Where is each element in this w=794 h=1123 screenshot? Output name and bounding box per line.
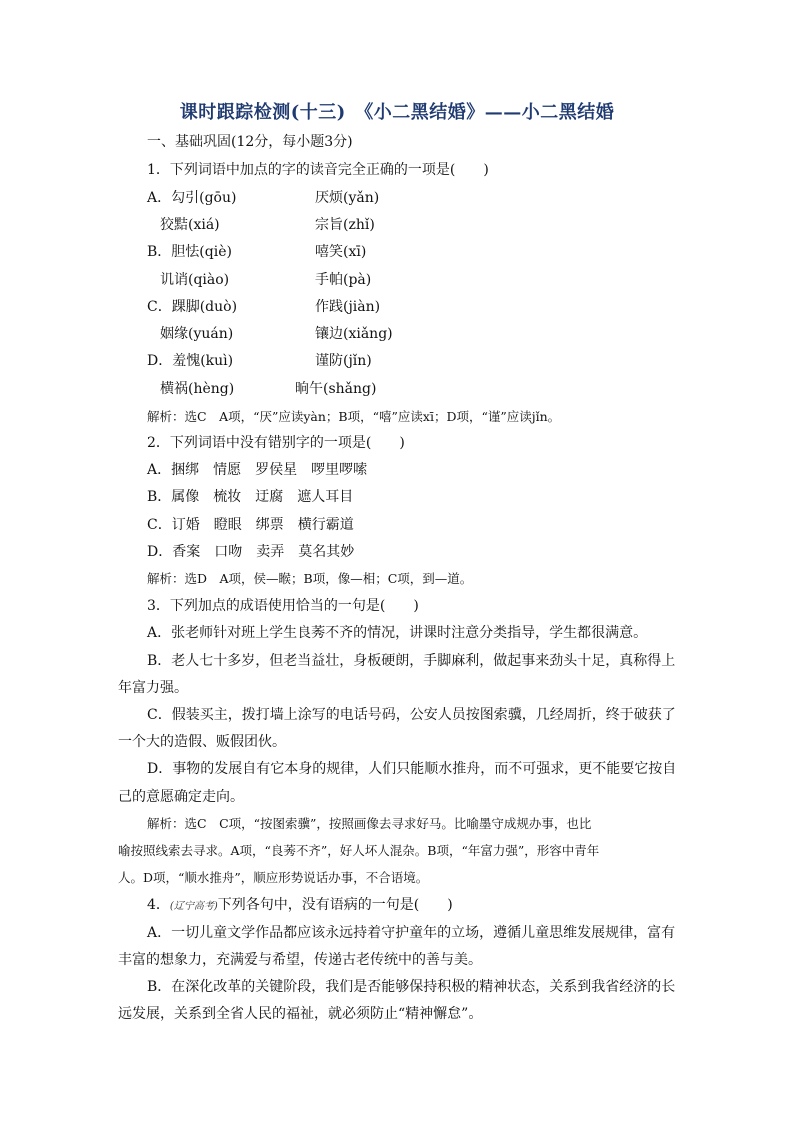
q3-answer-line2: 喻按照线索去寻求。A项，“良莠不齐”，好人坏人混杂。B项，“年富力强”，形容中青年 bbox=[118, 843, 600, 858]
q3-option-b-line2: 年富力强。 bbox=[118, 680, 188, 696]
q3-stem: 3．下列加点的成语使用恰当的一句是( ) bbox=[147, 598, 419, 614]
q2-option-b: B．属像 梳妆 迂腐 遮人耳目 bbox=[147, 489, 354, 505]
q1-opt-c-right-2: 镶边(xiǎng) bbox=[315, 326, 393, 342]
q1-answer: 解析：选C A项，“厌”应读yàn；B项，“嘻”应读xī；D项，“谨”应读jǐn。 bbox=[147, 409, 561, 424]
q4-option-a-line2: 丰富的想象力，充满爱与希望，传递古老传统中的善与美。 bbox=[118, 952, 482, 968]
q2-option-c: C．订婚 瞪眼 绑票 横行霸道 bbox=[147, 517, 354, 533]
q1-stem: 1．下列词语中加点的字的读音完全正确的一项是( ) bbox=[147, 162, 489, 178]
q1-opt-d-left: D．羞愧(kuì) bbox=[147, 353, 234, 369]
q2-option-d: D．香案 口吻 卖弄 莫名其妙 bbox=[147, 544, 355, 560]
q3-option-b-line1: B．老人七十多岁，但老当益壮，身板硬朗，手脚麻利，做起事来劲头十足，真称得上 bbox=[147, 653, 676, 669]
q1-opt-a-left: A．勾引(gōu) bbox=[147, 190, 237, 206]
q3-answer-line3: 人。D项，“顺水推舟”，顺应形势说话办事，不合语境。 bbox=[118, 870, 429, 885]
q3-option-d-line1: D．事物的发展自有它本身的规律，人们只能顺水推舟，而不可强求，更不能要它按自 bbox=[147, 761, 677, 777]
q2-option-a: A．捆绑 情愿 罗侯星 啰里啰嗦 bbox=[147, 462, 368, 478]
q4-option-a-line1: A．一切儿童文学作品都应该永远持着守护童年的立场，遵循儿童思维发展规律，富有 bbox=[147, 925, 676, 941]
q1-opt-a-right-2: 宗旨(zhǐ) bbox=[315, 217, 375, 233]
q4-stem: 下列各句中，没有语病的一句是( ) bbox=[217, 897, 453, 913]
q4-option-b-line2: 远发展，关系到全省人民的福祉，就必须防止“精神懈怠”。 bbox=[118, 1006, 483, 1022]
q1-opt-b-left-2: 讥诮(qiào) bbox=[160, 272, 230, 288]
q2-stem: 2．下列词语中没有错别字的一项是( ) bbox=[147, 435, 405, 451]
q4-source-tag: (辽宁高考) bbox=[169, 901, 218, 912]
page-title: 课时跟踪检测(十三) 《小二黑结婚》——小二黑结婚 bbox=[179, 102, 615, 123]
q1-opt-c-left-2: 姻缘(yuán) bbox=[160, 326, 234, 342]
q4-stem-line bbox=[147, 896, 453, 916]
q1-opt-c-left: C．踝脚(duò) bbox=[147, 299, 238, 315]
q3-option-c-line2: 一个大的造假、贩假团伙。 bbox=[118, 734, 286, 750]
q3-option-d-line2: 己的意愿确定走向。 bbox=[118, 789, 244, 805]
q1-opt-b-right: 嘻笑(xī) bbox=[315, 244, 367, 260]
q1-opt-d-right-2: 晌午(shǎng) bbox=[295, 381, 377, 397]
q1-opt-a-left-2: 狡黠(xiá) bbox=[160, 217, 220, 233]
q1-opt-c-right: 作践(jiàn) bbox=[315, 299, 381, 315]
q1-opt-a-right: 厌烦(yǎn) bbox=[315, 190, 380, 206]
q4-number: 4． bbox=[147, 897, 170, 913]
q4-option-b-line1: B．在深化改革的关键阶段，我们是否能够保持积极的精神状态，关系到我省经济的长 bbox=[147, 979, 676, 995]
q1-opt-b-left: B．胆怯(qiè) bbox=[147, 244, 232, 260]
q3-option-c-line1: C．假装买主，拨打墙上涂写的电话号码，公安人员按图索骥，几经周折，终于破获了 bbox=[147, 707, 676, 723]
section-heading: 一、基础巩固(12分，每小题3分) bbox=[147, 134, 353, 150]
q1-opt-d-left-2: 横祸(hèng) bbox=[160, 381, 235, 397]
q1-opt-b-right-2: 手帕(pà) bbox=[315, 272, 372, 288]
q1-opt-d-right: 谨防(jǐn) bbox=[315, 353, 372, 369]
q2-answer: 解析：选D A项，侯—睺；B项，像—相；C项，到—道。 bbox=[147, 571, 473, 586]
q3-answer-line1: 解析：选C C项，“按图索骥”，按照画像去寻求好马。比喻墨守成规办事，也比 bbox=[147, 816, 592, 831]
q3-option-a: A．张老师针对班上学生良莠不齐的情况，讲课时注意分类指导，学生都很满意。 bbox=[147, 625, 648, 641]
q1-option-a bbox=[147, 189, 236, 207]
